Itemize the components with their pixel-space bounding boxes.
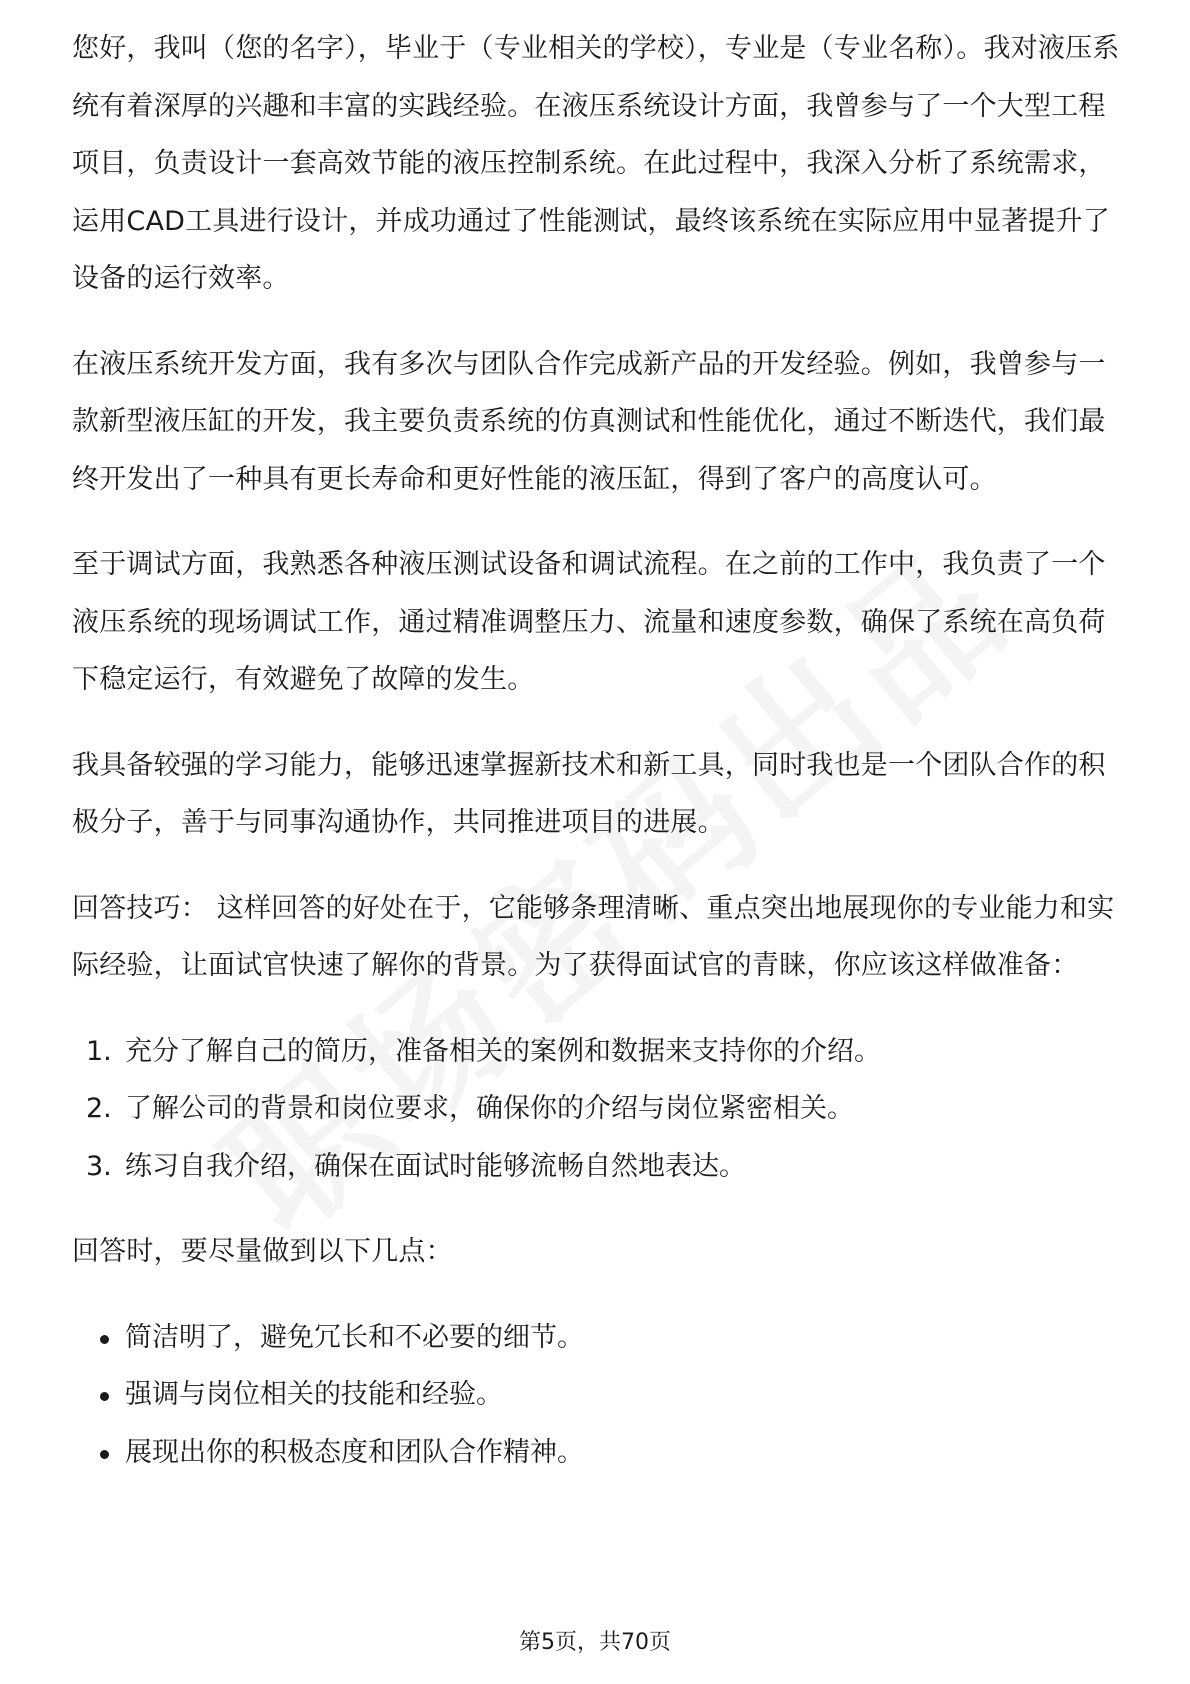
list-number: 2. [86,1093,112,1124]
paragraph-development: 在液压系统开发方面，我有多次与团队合作完成新产品的开发经验。例如，我曾参与一款新型液压缸的开发，我主要负责系统的仿真测试和性能优化，通过不断迭代，我们最终开发出了一种具有更长寿命和更好性能的液压缸，得到了客户的高度认可。 [72,348,1106,495]
answer-points-list [72,1309,1122,1482]
list-item-text: 简洁明了，避免冗长和不必要的细节。 [125,1321,584,1353]
list-item [72,1424,1122,1482]
list-number: 1. [86,1035,112,1067]
list-item-text: 了解公司的背景和岗位要求，确保你的介绍与岗位紧密相关。 [125,1093,854,1124]
list-item [72,1080,1122,1138]
bullet-icon [100,1392,109,1401]
paragraph-debugging: 至于调试方面，我熟悉各种液压测试设备和调试流程。在之前的工作中，我负责了一个液压系统的现场调试工作，通过精准调整压力、流量和速度参数，确保了系统在高负荷下稳定运行，有效避免了故障的发生。 [72,549,1106,695]
paragraph-intro: 您好，我叫（您的名字），毕业于（专业相关的学校），专业是（专业名称）。我对液压系统有着深厚的兴趣和丰富的实践经验。在液压系统设计方面，我曾参与了一个大型工程项目，负责设计一套高效节能的液压控制系统。在此过程中，我深入分析了系统需求，运用CAD工具进行设计，并成功通过了性能测试，最终该系统在实际应用中显著提升了设备的运行效率。 [72,33,1120,294]
preparation-steps-list [72,1023,1122,1196]
bullet-icon [100,1335,109,1344]
list-number: 3. [86,1150,112,1182]
list-item-text: 强调与岗位相关的技能和经验。 [125,1379,503,1410]
list-item [72,1309,1122,1367]
list-item [72,1138,1122,1196]
bullet-icon [100,1450,109,1459]
list-item-text: 充分了解自己的简历，准备相关的案例和数据来支持你的介绍。 [125,1035,881,1067]
document-page [72,20,1122,1481]
paragraph-learning: 我具备较强的学习能力，能够迅速掌握新技术和新工具，同时我也是一个团队合作的积极分子，善于与同事沟通协作，共同推进项目的进展。 [72,749,1106,838]
list-item [72,1366,1122,1424]
list-item-text: 练习自我介绍，确保在面试时能够流畅自然地表达。 [125,1150,746,1182]
list-item [72,1023,1122,1081]
paragraph-answer-tips: 回答技巧： 这样回答的好处在于，它能够条理清晰、重点突出地展现你的专业能力和实际经验，让面试官快速了解你的背景。为了获得面试官的青睐，你应该这样做准备： [72,892,1115,981]
list-item-text: 展现出你的积极态度和团队合作精神。 [125,1436,584,1468]
page-footer: 第5页，共70页 [519,1630,671,1655]
paragraph-points-intro: 回答时，要尽量做到以下几点： [72,1236,453,1267]
